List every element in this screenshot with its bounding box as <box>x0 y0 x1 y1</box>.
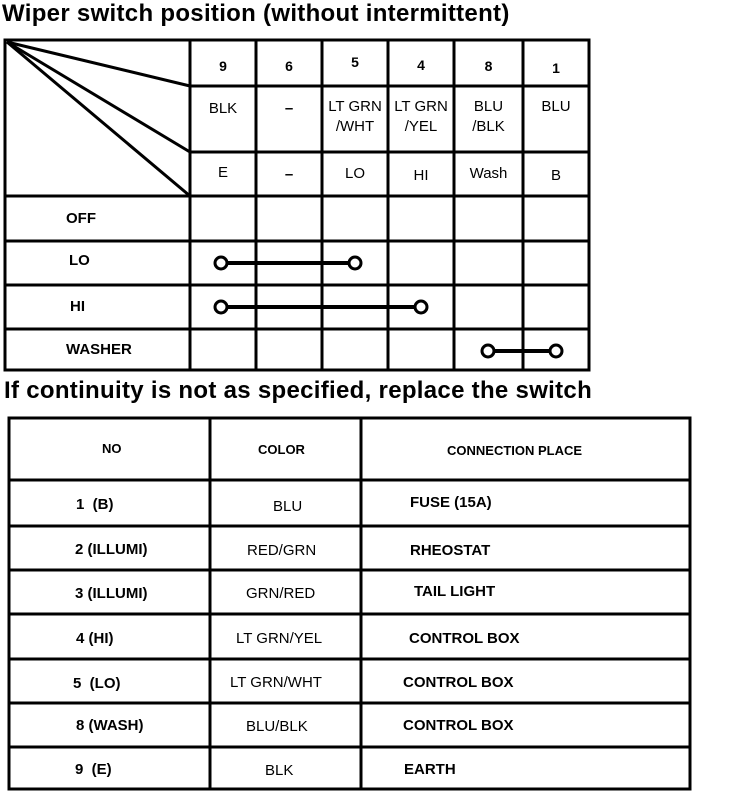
header-no: NO <box>102 441 122 456</box>
instruction-text: If continuity is not as specified, replace the switch <box>4 377 593 404</box>
terminal-no: 5 <box>351 54 359 70</box>
header-connection-place: CONNECTION PLACE <box>447 443 583 458</box>
row-color: LT GRN/WHT <box>230 674 322 691</box>
terminal-no: 1 <box>552 60 560 76</box>
row-color: RED/GRN <box>247 542 317 559</box>
row-place: CONTROL BOX <box>409 630 520 647</box>
row-no: 9 (E) <box>75 761 112 778</box>
row-place: CONTROL BOX <box>403 717 514 734</box>
row-color: BLU <box>273 498 303 515</box>
row-no: 3 (ILLUMI) <box>75 585 148 602</box>
row-place: TAIL LIGHT <box>414 583 496 600</box>
position-label-washer: WASHER <box>66 341 132 358</box>
terminal-no: 9 <box>219 58 227 74</box>
terminal-function: E <box>217 164 228 181</box>
row-color: LT GRN/YEL <box>236 630 323 647</box>
terminal-color: LT GRN /YEL <box>394 98 448 135</box>
row-no: 2 (ILLUMI) <box>75 541 148 558</box>
position-label-off: OFF <box>66 210 96 227</box>
terminal-function: LO <box>344 165 365 182</box>
position-label-hi: HI <box>70 298 85 315</box>
terminal-no: 4 <box>417 57 425 73</box>
header-color: COLOR <box>258 442 305 457</box>
terminal-function: – <box>284 166 294 183</box>
row-place: FUSE (15A) <box>410 494 492 511</box>
row-no: 5 (LO) <box>73 675 121 692</box>
terminal-color: – <box>284 100 294 117</box>
row-place: RHEOSTAT <box>410 542 491 559</box>
terminal-function: Wash <box>469 165 508 182</box>
terminal-no: 6 <box>285 58 293 74</box>
position-label-lo: LO <box>69 252 90 269</box>
terminal-color: BLU /BLK <box>472 98 505 135</box>
terminal-no: 8 <box>484 58 493 74</box>
row-color: BLK <box>265 762 294 779</box>
terminal-function: B <box>550 167 561 184</box>
row-place: EARTH <box>404 761 456 778</box>
row-no: 4 (HI) <box>76 630 114 647</box>
row-color: BLU/BLK <box>246 718 308 735</box>
row-no: 8 (WASH) <box>76 717 144 734</box>
row-color: GRN/RED <box>246 585 316 602</box>
terminal-color: BLU <box>541 98 571 115</box>
terminal-color: BLK <box>208 100 238 117</box>
page-title: Wiper switch position (without intermittent) <box>2 0 510 27</box>
row-no: 1 (B) <box>76 496 114 513</box>
terminal-color: LT GRN /WHT <box>328 98 382 135</box>
row-place: CONTROL BOX <box>403 674 514 691</box>
terminal-function: HI <box>413 167 429 184</box>
